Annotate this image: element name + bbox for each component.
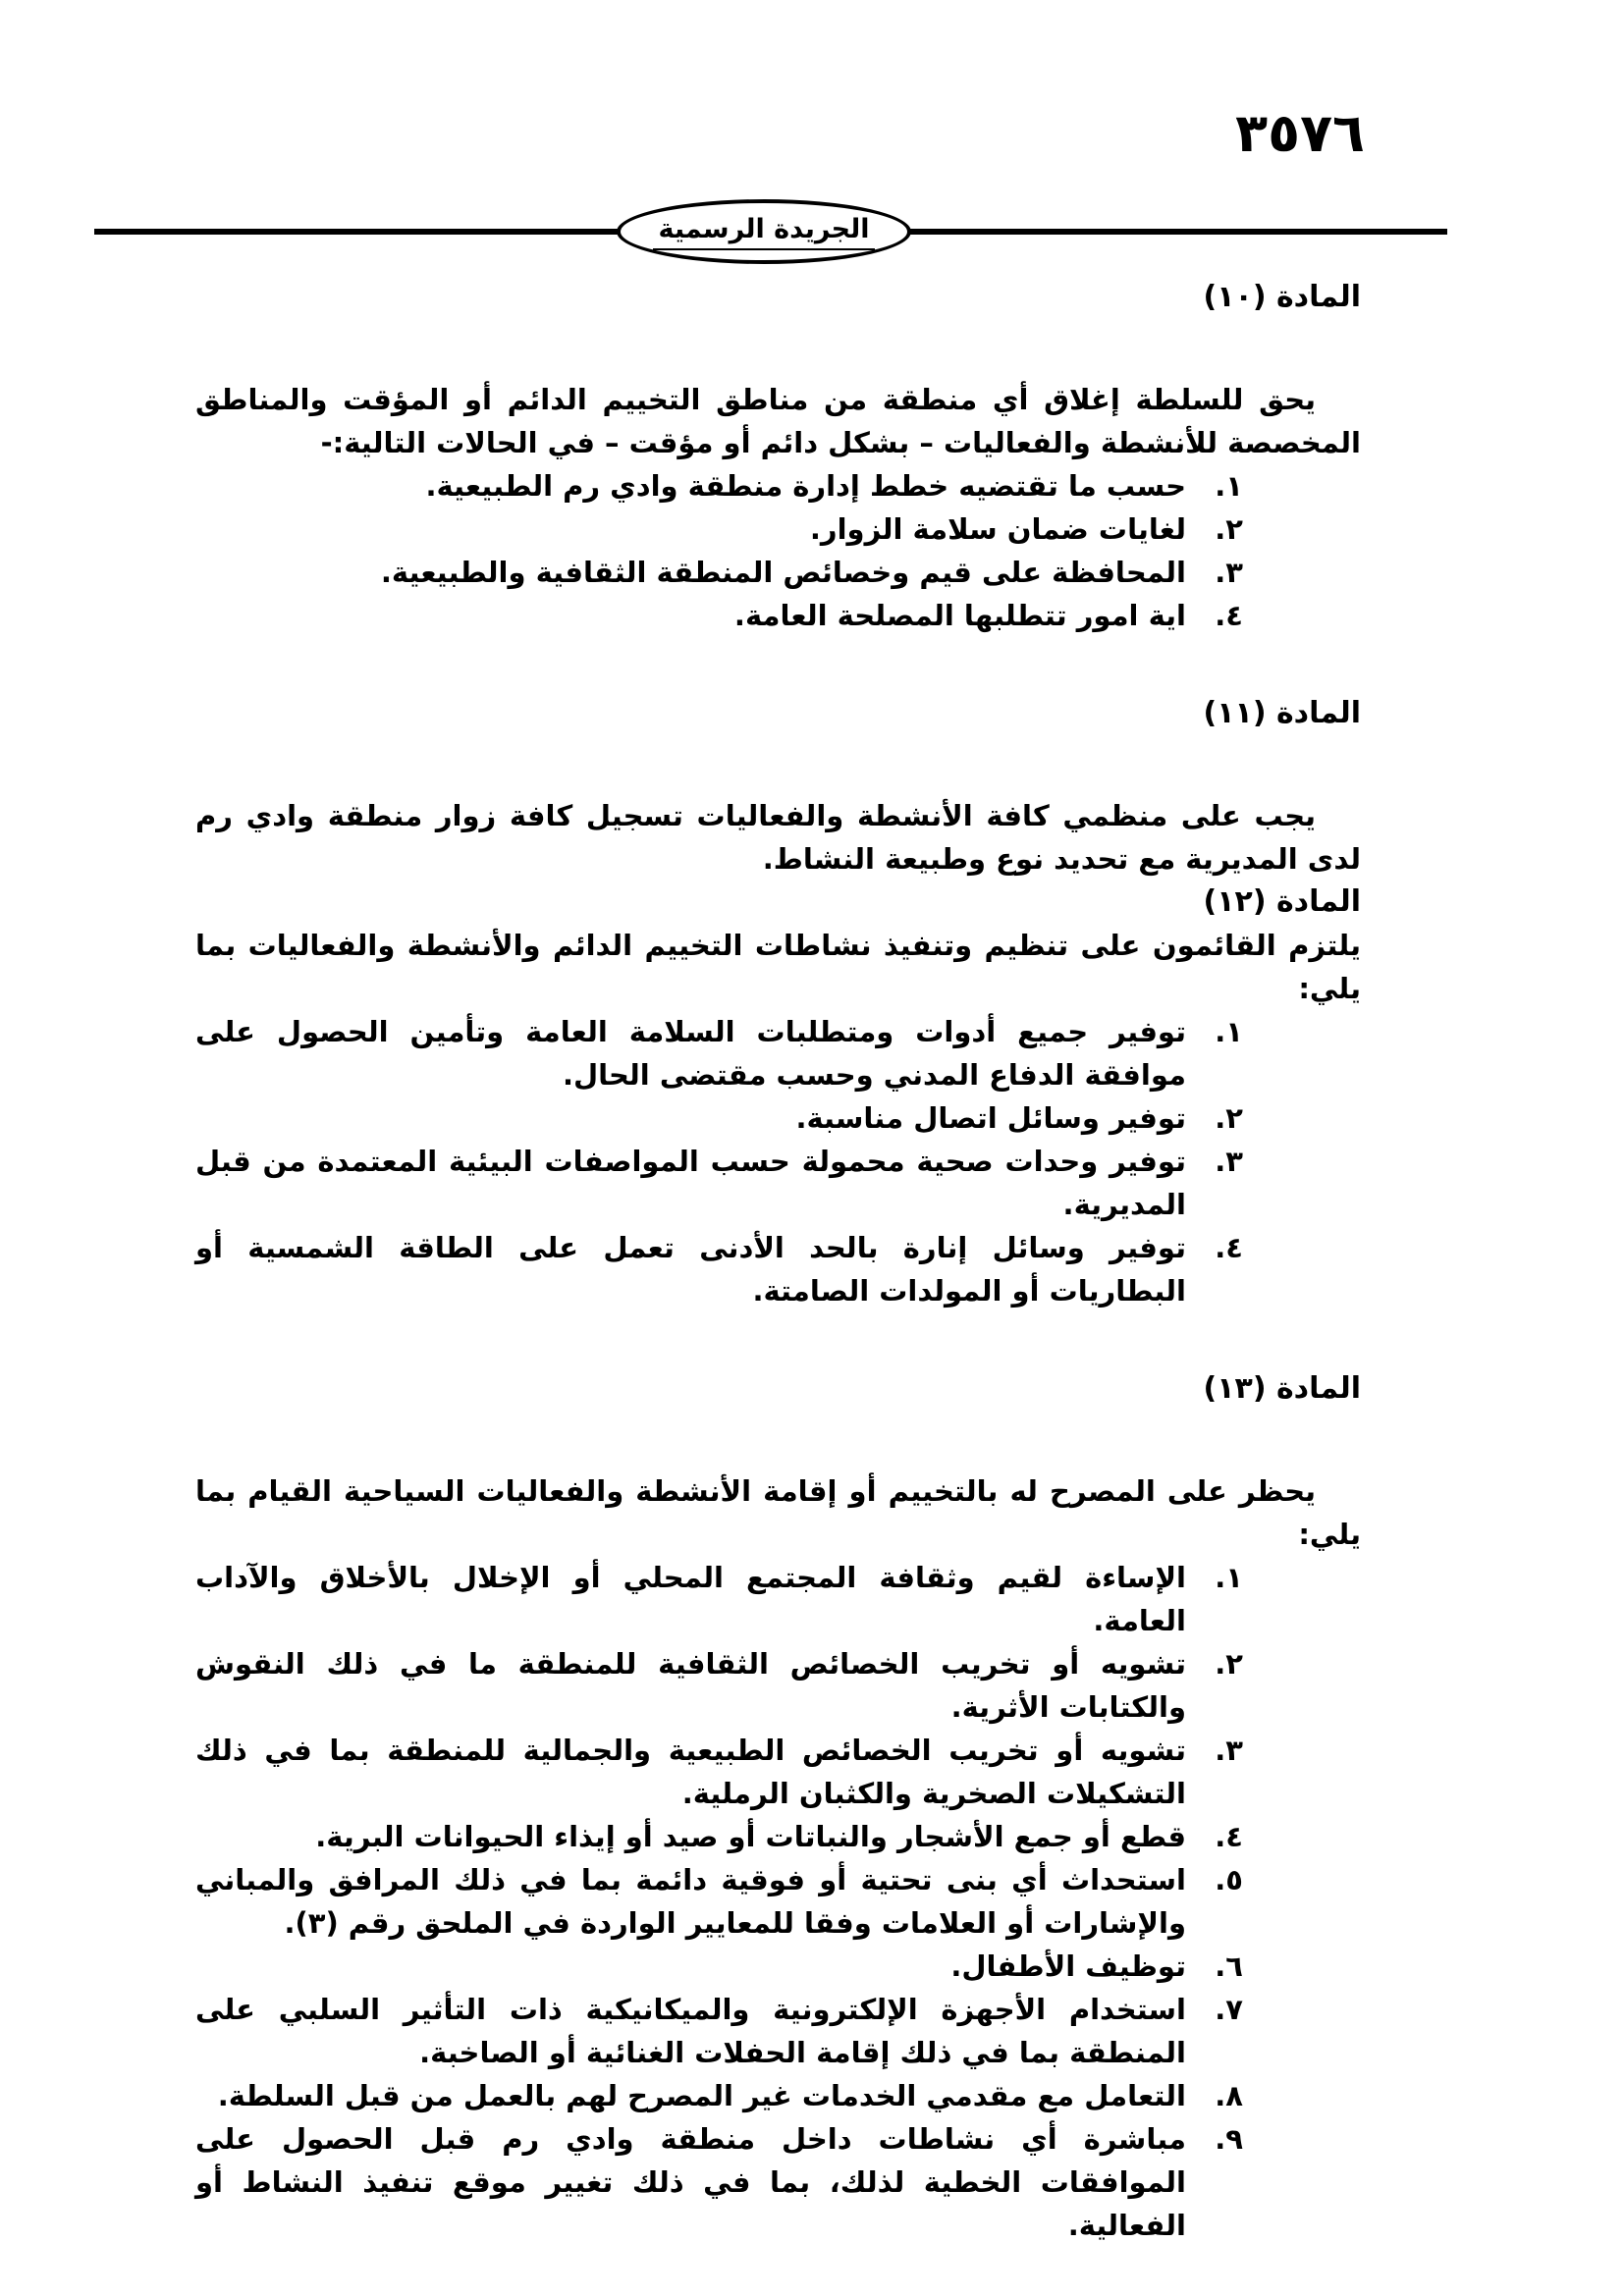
list-item: [195, 594, 1361, 637]
list-item: [195, 464, 1361, 507]
article-11-title: المادة (١١): [1203, 696, 1361, 730]
article-13: [195, 1367, 1361, 2247]
list-item: [195, 1140, 1361, 1226]
article-10: [195, 276, 1361, 637]
item-number: ٩.: [1215, 2122, 1243, 2156]
item-number: ١.: [1215, 1015, 1243, 1048]
item-text: توفير وسائل اتصال مناسبة.: [795, 1101, 1186, 1135]
article-13-title: المادة (١٣): [1203, 1371, 1361, 1406]
article-10-intro: يحق للسلطة إغلاق أي منطقة من مناطق التخييم الدائم أو المؤقت والمناطق المخصصة للأنشطة والفعاليات – بشكل دائم أو مؤقت – في الحالات التالية:-: [195, 383, 1361, 459]
gazette-banner-oval: [617, 199, 911, 264]
header-divider-line: [94, 213, 1447, 244]
item-number: ٢.: [1215, 1101, 1243, 1135]
item-text: قطع أو جمع الأشجار والنباتات أو صيد أو إيذاء الحيوانات البرية.: [315, 1820, 1186, 1853]
article-10-title: المادة (١٠): [1203, 280, 1361, 314]
list-item: [195, 1815, 1361, 1858]
item-number: ٤.: [1215, 1231, 1243, 1264]
article-12-title: المادة (١٢): [1203, 884, 1361, 919]
list-item: [195, 1729, 1361, 1815]
item-number: ٥.: [1215, 1863, 1243, 1896]
list-item: [195, 1556, 1361, 1642]
item-number: ٣.: [1215, 1145, 1243, 1178]
list-item: [195, 1096, 1361, 1140]
item-text: استخدام الأجهزة الإلكترونية والميكانيكية ذات التأثير السلبي على المنطقة بما في ذلك إقامة الحفلات الغنائية أو الصاخبة.: [195, 1993, 1186, 2069]
item-text: توظيف الأطفال.: [950, 1949, 1186, 1983]
list-item: [195, 2074, 1361, 2117]
item-number: ٤.: [1215, 1820, 1243, 1853]
item-text: تشويه أو تخريب الخصائص الثقافية للمنطقة ما في ذلك النقوش والكتابات الأثرية.: [195, 1647, 1186, 1724]
list-item: [195, 1010, 1361, 1096]
item-text: لغايات ضمان سلامة الزوار.: [809, 512, 1186, 546]
list-item: [195, 551, 1361, 594]
document-body: [195, 276, 1361, 2247]
item-number: ٤.: [1215, 599, 1243, 632]
item-text: توفير وحدات صحية محمولة حسب المواصفات البيئية المعتمدة من قبل المديرية.: [195, 1145, 1186, 1221]
article-12-intro: يلتزم القائمون على تنظيم وتنفيذ نشاطات التخييم الدائم والأنشطة والفعاليات بما يلي:: [195, 929, 1361, 1005]
item-number: ١.: [1215, 1561, 1243, 1594]
item-number: ٧.: [1215, 1993, 1243, 2026]
list-item: [195, 2117, 1361, 2247]
item-text: تشويه أو تخريب الخصائص الطبيعية والجمالية للمنطقة بما في ذلك التشكيلات الصخرية والكثبان الرملية.: [195, 1734, 1186, 1810]
article-13-list: [195, 1556, 1361, 2247]
article-13-intro: يحظر على المصرح له بالتخييم أو إقامة الأنشطة والفعاليات السياحية القيام بما يلي:: [195, 1474, 1361, 1551]
list-item: [195, 1988, 1361, 2074]
item-number: ٣.: [1215, 1734, 1243, 1767]
item-text: حسب ما تقتضيه خطط إدارة منطقة وادي رم الطبيعية.: [425, 469, 1186, 503]
list-item: [195, 1858, 1361, 1945]
article-11-intro: يجب على منظمي كافة الأنشطة والفعاليات تسجيل كافة زوار منطقة وادي رم لدى المديرية مع تحديد نوع وطبيعة النشاط.: [195, 799, 1361, 876]
item-text: استحداث أي بنى تحتية أو فوقية دائمة بما في ذلك المرافق والمباني والإشارات أو العلامات وفقا للمعايير الواردة في الملحق رقم (٣).: [195, 1863, 1186, 1940]
article-12-list: [195, 1010, 1361, 1312]
list-item: [195, 1226, 1361, 1312]
gazette-banner-label: الجريدة الرسمية: [653, 214, 876, 250]
list-item: [195, 507, 1361, 551]
item-text: التعامل مع مقدمي الخدمات غير المصرح لهم بالعمل من قبل السلطة.: [217, 2079, 1186, 2112]
article-10-list: [195, 464, 1361, 637]
item-number: ٣.: [1215, 556, 1243, 589]
item-number: ٦.: [1215, 1949, 1243, 1983]
item-text: المحافظة على قيم وخصائص المنطقة الثقافية والطبيعية.: [380, 556, 1186, 589]
item-text: توفير جميع أدوات ومتطلبات السلامة العامة وتأمين الحصول على موافقة الدفاع المدني وحسب مقتضى الحال.: [195, 1015, 1186, 1092]
list-item: [195, 1945, 1361, 1988]
article-11: [195, 692, 1361, 881]
list-item: [195, 1642, 1361, 1729]
item-number: ٢.: [1215, 512, 1243, 546]
item-number: ٢.: [1215, 1647, 1243, 1681]
item-text: توفير وسائل إنارة بالحد الأدنى تعمل على الطاقة الشمسية أو البطاريات أو المولدات الصامتة.: [195, 1231, 1186, 1308]
item-text: مباشرة أي نشاطات داخل منطقة وادي رم قبل الحصول على الموافقات الخطية لذلك، بما في ذلك تغيير موقع تنفيذ النشاط أو الفعالية.: [195, 2122, 1186, 2242]
item-number: ١.: [1215, 469, 1243, 503]
item-number: ٨.: [1215, 2079, 1243, 2112]
item-text: الإساءة لقيم وثقافة المجتمع المحلي أو الإخلال بالأخلاق والآداب العامة.: [195, 1561, 1186, 1637]
item-text: اية امور تتطلبها المصلحة العامة.: [733, 599, 1186, 632]
page-number: ٣٥٧٦: [1235, 102, 1365, 164]
article-12: [195, 881, 1361, 1312]
